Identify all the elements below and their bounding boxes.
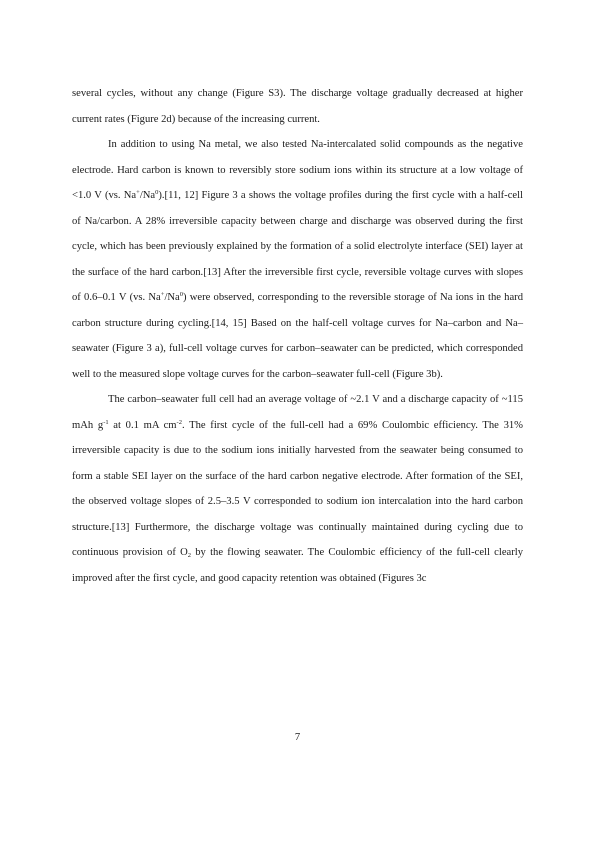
text-run: ) were observed, corresponding to the reversible storage of Na ions in the hard carbon structure during cycling.[14, 15] Based on the half-cell voltage curves for Na–carbon and Na–seawater (Figure 3 a), full-cell voltage curves for carbon–seawater can be predicted, which corresponded well to the measured slope voltage curves for the carbon–seawater full-cell (Figure 3b). xyxy=(72,292,523,380)
text-run: /Na xyxy=(139,190,156,201)
page-body xyxy=(72,81,523,591)
text-run: by the flowing seawater. The Coulombic efficiency of the full-cell clearly improved after the first cycle, and good capacity retention was obtained (Figures 3c xyxy=(72,547,523,584)
page-number: 7 xyxy=(294,732,301,743)
text-run: /Na xyxy=(164,292,180,303)
subscript: 2 xyxy=(187,552,191,559)
text-run: . The first cycle of the full-cell had a 69% Coulombic efficiency. The 31% irreversible capacity is due to the sodium ions initially harvested from the seawater being consumed to form a stable SEI layer on the surface of the hard carbon negative electrode. After formation of the SEI, the observed voltage slopes of 2.5–3.5 V corresponded to sodium ion intercalation into the hard carbon structure.[13] Furthermore, the discharge voltage was continually maintained during cycling due to continuous provision of O xyxy=(72,419,523,558)
superscript: 0 xyxy=(155,189,159,196)
superscript: + xyxy=(136,189,140,196)
superscript: -1 xyxy=(103,418,109,426)
text-run: several cycles, without any change (Figure S3). The discharge voltage gradually decreased at higher current rates (Figure 2d) because of the increasing current. xyxy=(72,88,523,125)
text-run: ).[11, 12] Figure 3 a shows the voltage profiles during the first cycle with a half-cell of Na/carbon. A 28% irreversible capacity between charge and discharge was observed during the first cycle, which has been previously explained by the formation of a solid electrolyte interface (SEI) layer at the surface of the hard carbon.[13] After the irreversible first cycle, reversible voltage curves with slopes of 0.6–0.1 V (vs. Na xyxy=(72,190,523,303)
superscript: + xyxy=(160,291,165,298)
paragraph-3 xyxy=(72,387,523,591)
paragraph-1 xyxy=(72,81,523,132)
superscript: -2 xyxy=(176,418,182,426)
text-run: at 0.1 mA cm xyxy=(108,419,177,431)
text-run: In addition to using Na metal, we also tested Na-intercalated solid compounds as the negative electrode. Hard carbon is known to reversibly store sodium ions within its structure at a low voltage of <1.0 V (vs. Na xyxy=(72,139,523,201)
paragraph-2 xyxy=(72,132,523,387)
superscript: 0 xyxy=(179,291,183,298)
text-run: The carbon–seawater full cell had an average voltage of ~2.1 V and a discharge capacity of ~115 mAh g xyxy=(72,394,523,431)
